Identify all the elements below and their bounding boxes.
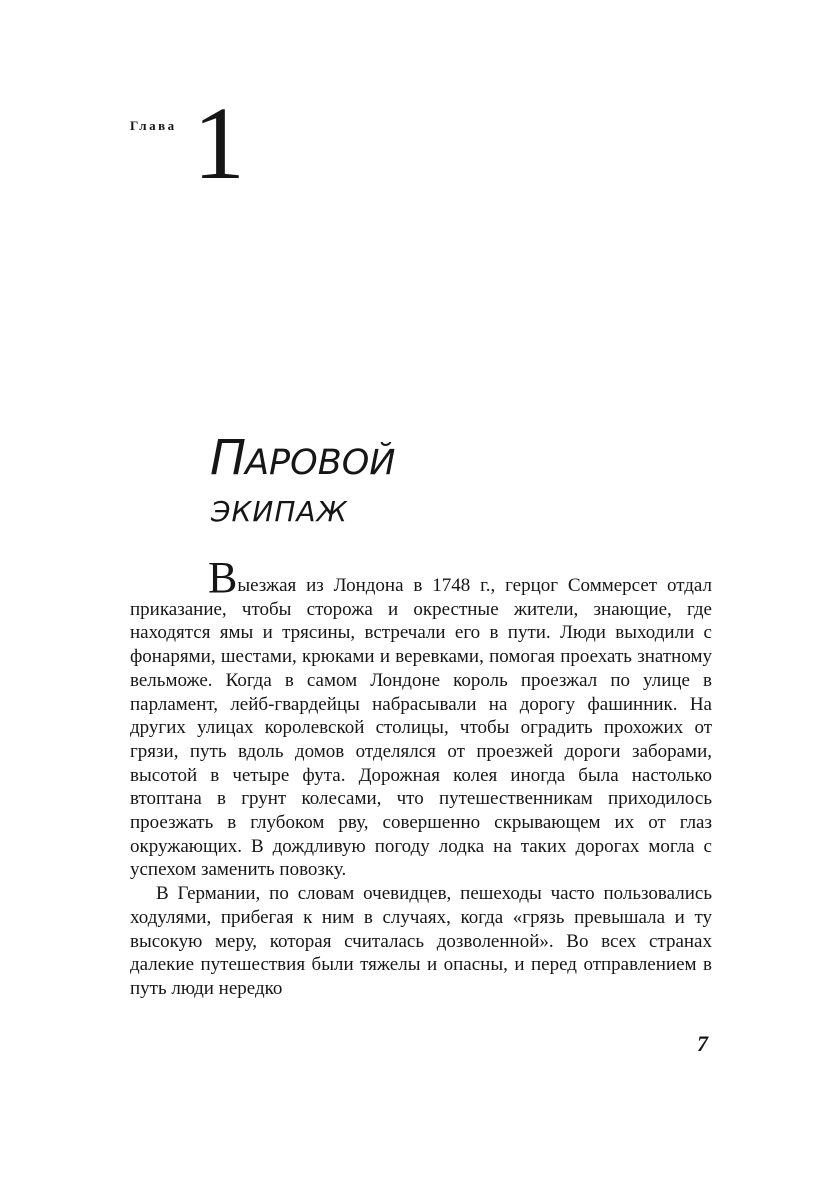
paragraph-1-text: ыезжая из Лондона в 1748 г., герцог Соммерсет отдал приказание, чтобы сторожа и окрестные жители, знающие, где находятся ямы и трясины, встречали его в пути. Люди выходили с фонарями, шестами, крюками и веревками, помогая проехать знатному вельможе. Когда в самом Лондоне король проезжал по улице в парламент, лейб-гвардейцы набрасывали на дорогу фашинник. На других улицах королевской столицы, чтобы оградить прохожих от грязи, путь вдоль домов отделялся от проезжей дороги заборами, высотой в четыре фута. Дорожная колея иногда была настолько втоптана в грунт колесами, что путешественникам приходилось проезжать в глубоком рву, совершенно скрывающем их от глаз окружающих. В дождливую погоду лодка на таких дорогах могла с успехом заменить повозку.	[130, 575, 712, 881]
page-number: 7	[697, 1031, 708, 1056]
chapter-title-rest: АРОВОЙ	[245, 443, 396, 483]
chapter-number: 1	[193, 86, 245, 201]
chapter-title-line2: ЭКИПАЖ	[211, 495, 348, 528]
chapter-title-line1	[210, 430, 396, 486]
drop-cap: В	[208, 553, 238, 602]
body-text	[130, 553, 712, 1001]
paragraph-1	[130, 553, 712, 882]
paragraph-2: В Германии, по словам очевидцев, пешеходы часто пользовались ходулями, прибегая к ним в случаях, когда «грязь превышала и ту высокую меру, которая считалась дозволенной». Во всех странах далекие путешествия были тяжелы и опасны, и перед отправлением в путь люди нередко	[130, 883, 712, 999]
chapter-label: Глава	[130, 118, 177, 133]
chapter-title-initial: П	[210, 430, 246, 486]
